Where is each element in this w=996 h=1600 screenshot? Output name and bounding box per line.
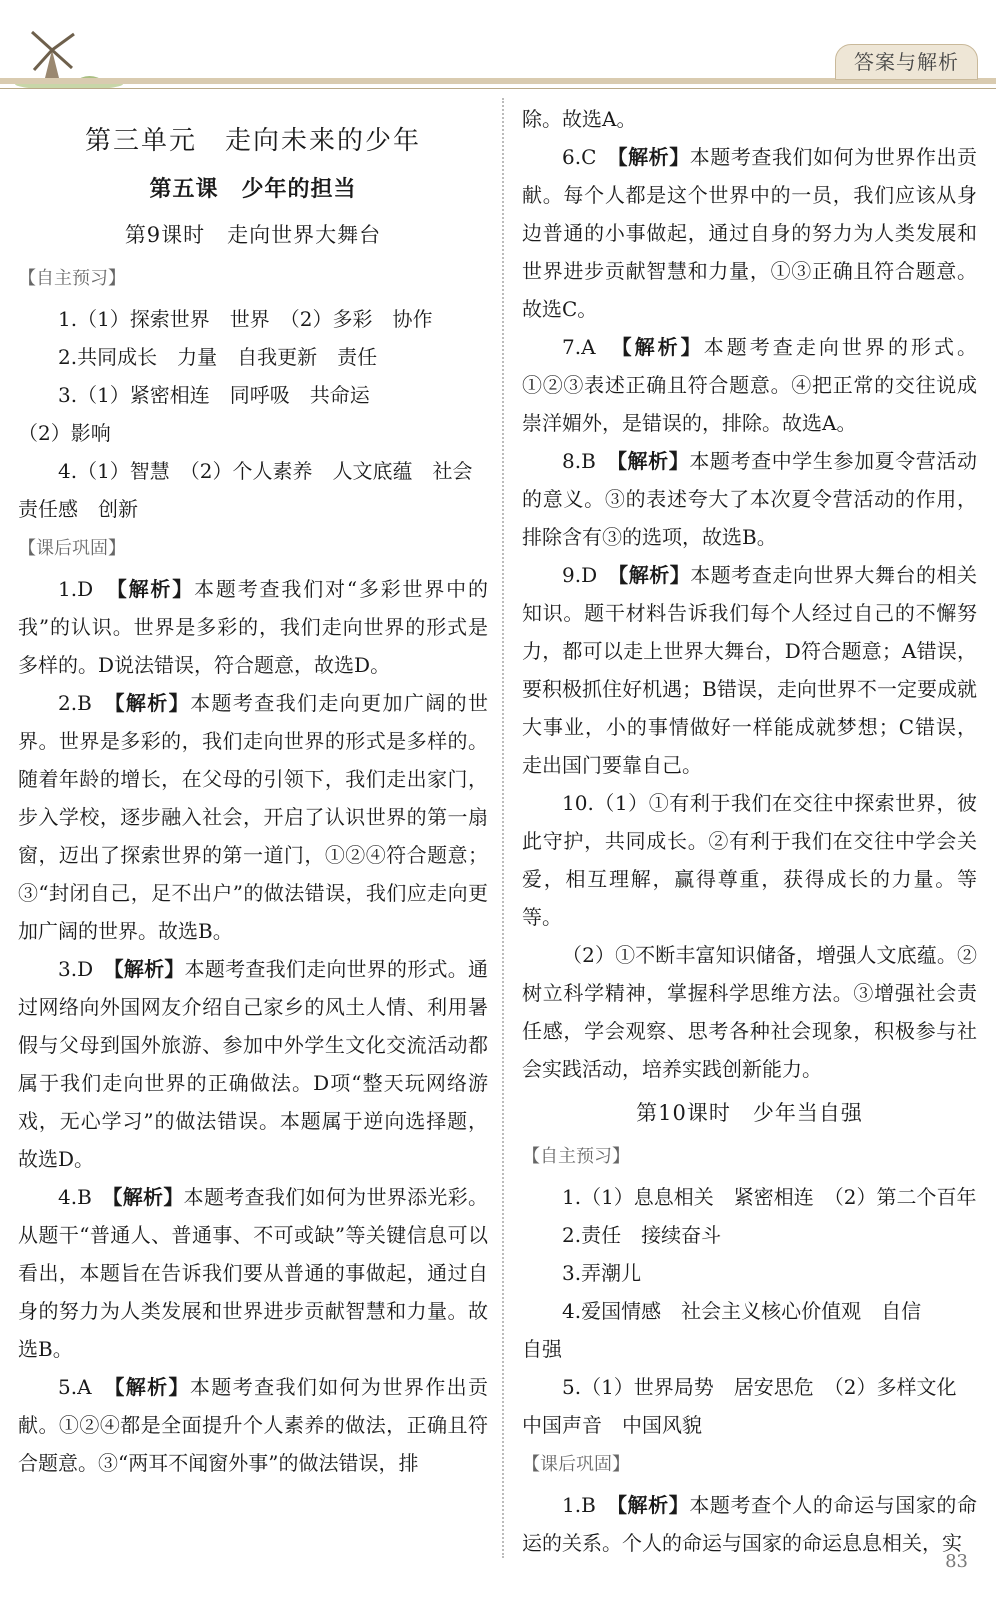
left-column (18, 100, 488, 1482)
preview-item: （2）影响 (18, 421, 111, 445)
unit-title: 第三单元 走向未来的少年 (84, 126, 421, 156)
answer-number: 1.D (58, 577, 94, 601)
analysis-tag: 【解析】 (618, 563, 691, 587)
answer-number: 9.D (562, 563, 598, 587)
preview-item: 1.（1）息息相关 紧密相连 （2）第二个百年 (562, 1185, 977, 1209)
answer-item (522, 442, 977, 556)
answer-item: （2）①不断丰富知识储备，增强人文底蕴。②树立科学精神，掌握科学思维方法。③增强社会责任感，学会观察、思考各种社会现象，积极参与社会实践活动，培养实践创新能力。 (522, 943, 977, 1081)
answer-number: 6.C (562, 145, 597, 169)
preview-item: 4.爱国情感 社会主义核心价值观 自信 (562, 1299, 922, 1323)
page-number: 83 (945, 1551, 968, 1572)
preview-item: 责任感 创新 (18, 497, 138, 521)
section-label: 【课后巩固】 (18, 538, 126, 559)
answer-number: 1.B (562, 1493, 596, 1517)
column-divider (502, 98, 504, 1558)
analysis-tag: 【解析】 (114, 691, 191, 715)
answer-number: 3.D (58, 957, 94, 981)
answer-item (522, 556, 977, 784)
answer-item (522, 1486, 977, 1562)
preview-item: 3.弄潮儿 (562, 1261, 642, 1285)
answer-number: 7.A (562, 335, 596, 359)
period-title: 第9课时 走向世界大舞台 (124, 223, 382, 247)
answer-number: 2.B (58, 691, 92, 715)
preview-item: 3.（1）紧密相连 同呼吸 共命运 (58, 383, 370, 407)
answer-number: 8.B (562, 449, 596, 473)
preview-item: 自强 (522, 1337, 562, 1361)
right-column (522, 100, 977, 1562)
analysis-tag: 【解析】 (112, 1185, 184, 1209)
answer-item (18, 684, 488, 950)
answer-item (18, 1178, 488, 1368)
lesson-title: 第五课 少年的担当 (149, 176, 357, 202)
section-label: 【自主预习】 (18, 268, 126, 289)
analysis-tag: 【解析】 (621, 335, 704, 359)
preview-item: 5.（1）世界局势 居安思危 （2）多样文化 (562, 1375, 957, 1399)
preview-item: 1.（1）探索世界 世界 （2）多彩 协作 (58, 307, 433, 331)
answer-text: 本题考查个人的命运与国家的命运的关系。个人的命运与国家的命运息息相关，实 (522, 1493, 978, 1555)
analysis-tag: 【解析】 (616, 1493, 690, 1517)
answer-item (522, 328, 977, 442)
answer-text: 本题考查走向世界的形式。①②③表述正确且符合题意。④把正常的交往说成崇洋媚外，是错误的，排除。故选A。 (522, 335, 978, 435)
preview-item: 中国声音 中国风貌 (522, 1413, 702, 1437)
answer-text: 本题考查中学生参加夏令营活动的意义。③的表述夸大了本次夏令营活动的作用，排除含有③的选项，故选B。 (522, 449, 978, 549)
header-line (0, 88, 996, 89)
answer-text: 本题考查我们如何为世界作出贡献。①②④都是全面提升个人素养的做法，正确且符合题意。③“两耳不闻窗外事”的做法错误，排 (18, 1375, 489, 1475)
preview-item: 2.共同成长 力量 自我更新 责任 (58, 345, 378, 369)
answer-number: 5.A (58, 1375, 92, 1399)
answer-text: 本题考查我们走向更加广阔的世界。世界是多彩的，我们走向世界的形式是多样的。随着年龄的增长，在父母的引领下，我们走出家门，步入学校，逐步融入社会，开启了认识世界的第一扇窗，迈出了探索世界的第一道门，①②④符合题意；③“封闭自己，足不出户”的做法错误，我们应走向更加广阔的世界。故选B。 (18, 691, 489, 943)
answer-item: 10.（1）①有利于我们在交往中探索世界，彼此守护，共同成长。②有利于我们在交往中学会关爱，相互理解，赢得尊重，获得成长的力量。等等。 (522, 791, 977, 929)
period-title: 第10课时 少年当自强 (636, 1101, 863, 1125)
answer-item (522, 138, 977, 328)
analysis-tag: 【解析】 (617, 145, 690, 169)
answer-text: 本题考查走向世界大舞台的相关知识。题干材料告诉我们每个人经过自己的不懈努力，都可以走上世界大舞台，D符合题意；A错误，要积极抓住好机遇；B错误，走向世界不一定要成就大事业，小的事情做好一样能成就梦想；C错误，走出国门要靠自己。 (522, 563, 978, 777)
analysis-tag: 【解析】 (114, 1375, 190, 1399)
answer-item (18, 1368, 488, 1482)
answer-text: 本题考查我们对“多彩世界中的我”的认识。世界是多彩的，我们走向世界的形式是多样的。D说法错误，符合题意，故选D。 (18, 577, 489, 677)
header-tag: 答案与解析 (835, 44, 978, 80)
answer-text: 本题考查我们如何为世界作出贡献。每个人都是这个世界中的一员，我们应该从身边普通的小事做起，通过自身的努力为人类发展和世界进步贡献智慧和力量，①③正确且符合题意。故选C。 (522, 145, 978, 321)
answer-text: 本题考查我们走向世界的形式。通过网络向外国网友介绍自己家乡的风土人情、利用暑假与父母到国外旅游、参加中外学生文化交流活动都属于我们走向世界的正确做法。D项“整天玩网络游戏，无心学习”的做法错误。本题属于逆向选择题，故选D。 (18, 957, 489, 1171)
analysis-tag: 【解析】 (116, 577, 195, 601)
section-label: 【自主预习】 (522, 1146, 630, 1167)
answer-continuation: 除。故选A。 (522, 107, 637, 131)
answer-text: 本题考查我们如何为世界添光彩。从题干“普通人、普通事、不可或缺”等关键信息可以看出，本题旨在告诉我们要从普通的事做起，通过自身的努力为人类发展和世界进步贡献智慧和力量。故选B。 (18, 1185, 489, 1361)
answer-item (18, 950, 488, 1178)
analysis-tag: 【解析】 (616, 449, 690, 473)
preview-item: 2.责任 接续奋斗 (562, 1223, 722, 1247)
answer-item (18, 570, 488, 684)
preview-item: 4.（1）智慧 （2）个人素养 人文底蕴 社会 (58, 459, 473, 483)
answer-number: 4.B (58, 1185, 92, 1209)
analysis-tag: 【解析】 (113, 957, 185, 981)
page-header (0, 0, 996, 95)
section-label: 【课后巩固】 (522, 1454, 630, 1475)
